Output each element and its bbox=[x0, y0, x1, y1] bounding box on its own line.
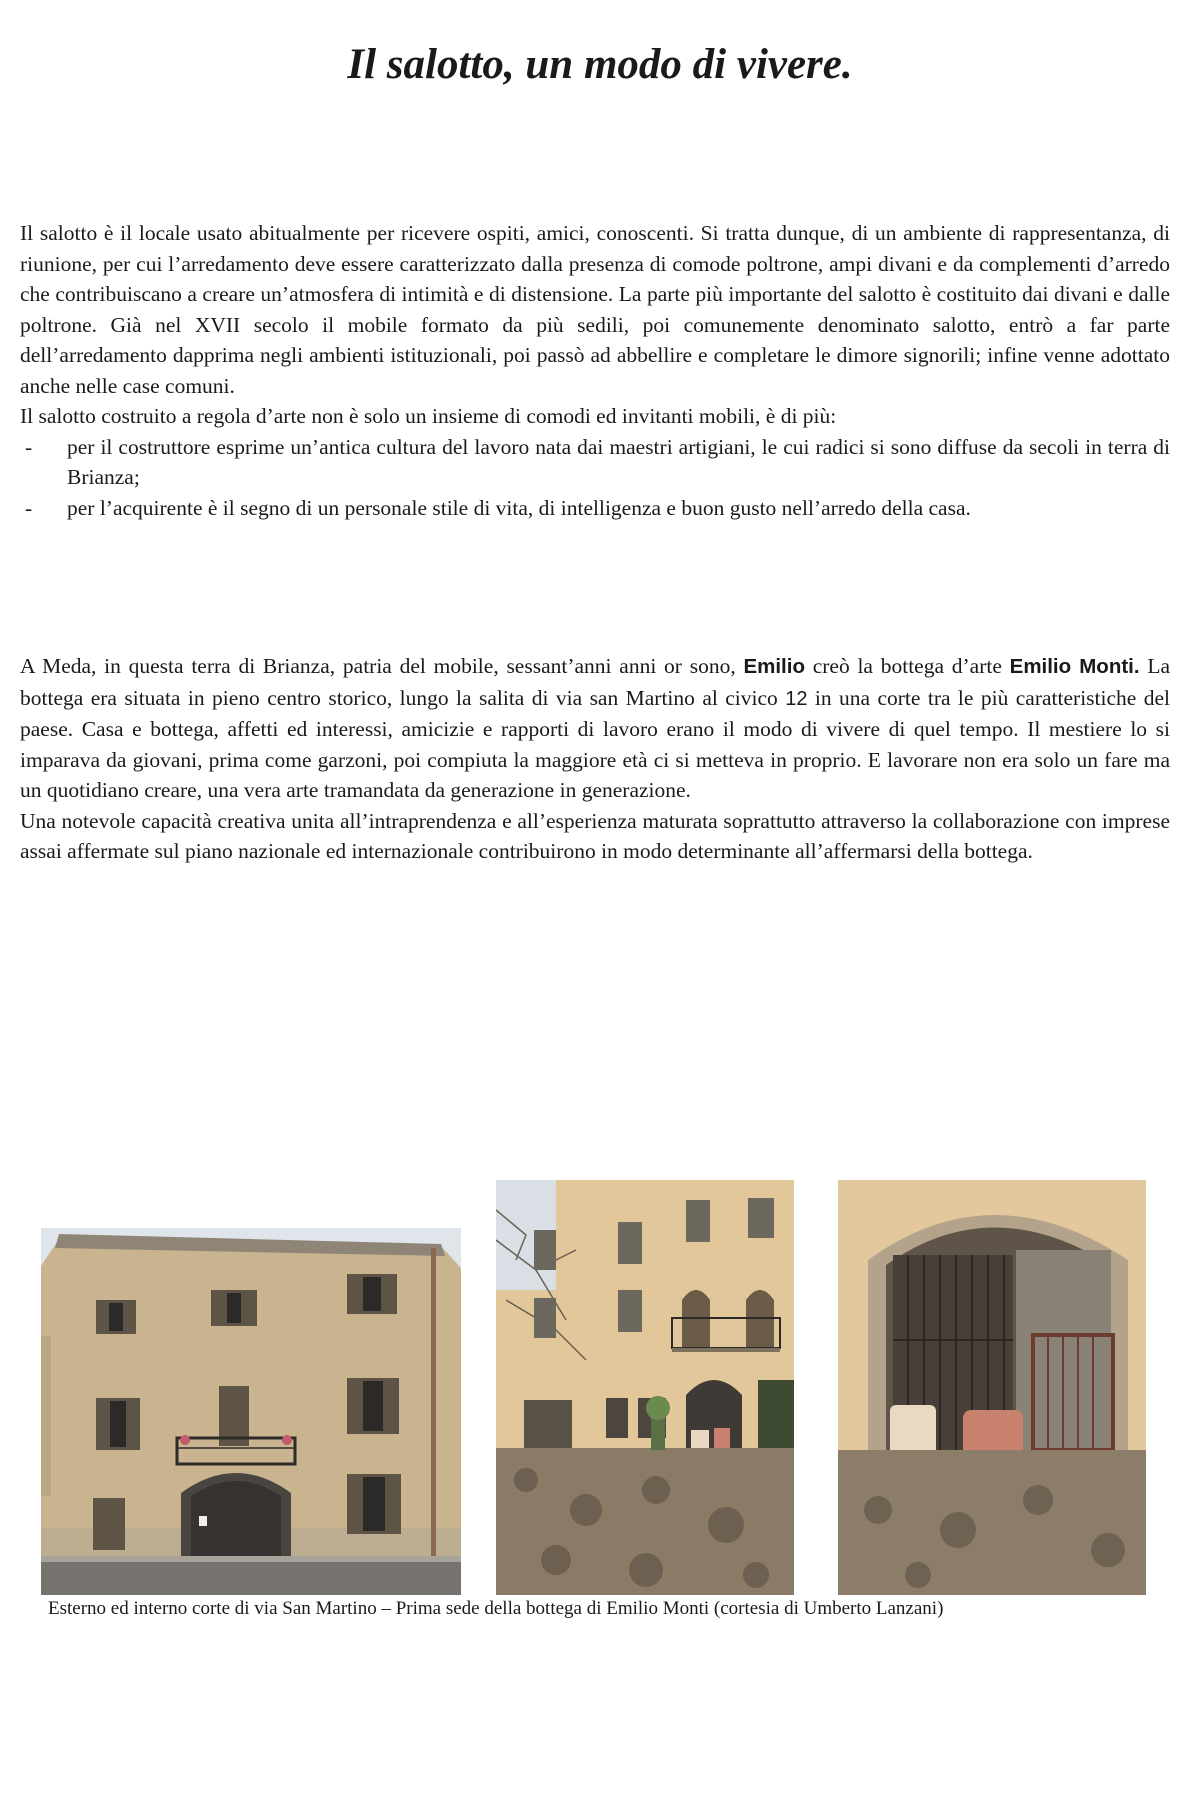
history-text: creò la bottega d’arte bbox=[804, 654, 1010, 678]
bullet-text: per il costruttore esprime un’antica cultura del lavoro nata dai maestri artigiani, le cui radici si sono diffuse da secoli in terra di Brianza; bbox=[67, 434, 1170, 489]
bullet-marker: - bbox=[25, 434, 33, 459]
intro-lead-paragraph: Il salotto costruito a regola d’arte non è solo un insieme di comodi ed invitanti mobili, è di più: bbox=[20, 404, 837, 428]
street-number: 12 bbox=[785, 687, 808, 710]
bullet-list bbox=[20, 432, 1170, 524]
history-section bbox=[20, 651, 1170, 867]
shop-name: Emilio Monti. bbox=[1009, 655, 1140, 678]
founder-name: Emilio bbox=[743, 655, 805, 678]
history-text: La bottega era situata in pieno centro storico, lungo la salita di via san Martino al civico bbox=[20, 654, 1170, 710]
history-text: in una corte tra le più caratteristiche del paese. Casa e bottega, affetti ed interessi, amicizie e rapporti di lavoro erano il modo di vivere di quel tempo. Il mestiere lo si imparava da giovani, prima come garzoni, poi compiuta la maggiore età ci si metteva in proprio. E lavorare non era solo un fare ma un quotidiano creare, una vera arte tramandata da generazione in generazione. bbox=[20, 685, 1170, 802]
page-title: Il salotto, un modo di vivere. bbox=[347, 41, 853, 88]
history-text: A Meda, in questa terra di Brianza, patria del mobile, sessant’anni anni or sono, bbox=[20, 654, 744, 678]
bullet-text: per l’acquirente è il segno di un personale stile di vita, di intelligenza e buon gusto nell’arredo della casa. bbox=[67, 495, 971, 520]
history-paragraph bbox=[20, 651, 1170, 806]
bullet-marker: - bbox=[25, 495, 33, 520]
list-item bbox=[20, 493, 1170, 524]
photo-caption: Esterno ed interno corte di via San Martino – Prima sede della bottega di Emilio Monti (cortesia di Umberto Lanzani) bbox=[48, 1598, 944, 1619]
archway-photo bbox=[838, 1180, 1146, 1595]
intro-paragraph: Il salotto è il locale usato abitualmente per ricevere ospiti, amici, conoscenti. Si tratta dunque, di un ambiente di rappresentanza, di riunione, per cui l’arredamento deve essere caratterizzato dalla presenza di comode poltrone, ampi divani e da complementi d’arredo che contribuiscano a creare un’atmosfera di intimità e di distensione. La parte più importante del salotto è costituito dai divani e dalle poltrone. Già nel XVII secolo il mobile formato da più sedili, poi comunemente denominato salotto, entrò a far parte dell’arredamento dapprima negli ambienti istituzionali, poi passò ad abbellire e completare le dimore signorili; infine venne adottato anche nelle case comuni. bbox=[20, 221, 1170, 398]
intro-section bbox=[20, 218, 1170, 523]
courtyard-photo bbox=[496, 1180, 794, 1595]
list-item bbox=[20, 432, 1170, 493]
exterior-photo bbox=[41, 1228, 461, 1595]
history-paragraph-2: Una notevole capacità creativa unita all’intraprendenza e all’esperienza maturata soprattutto attraverso la collaborazione con imprese assai affermate sul piano nazionale ed internazionale contribuirono in modo determinante all’affermarsi della bottega. bbox=[20, 808, 1170, 863]
